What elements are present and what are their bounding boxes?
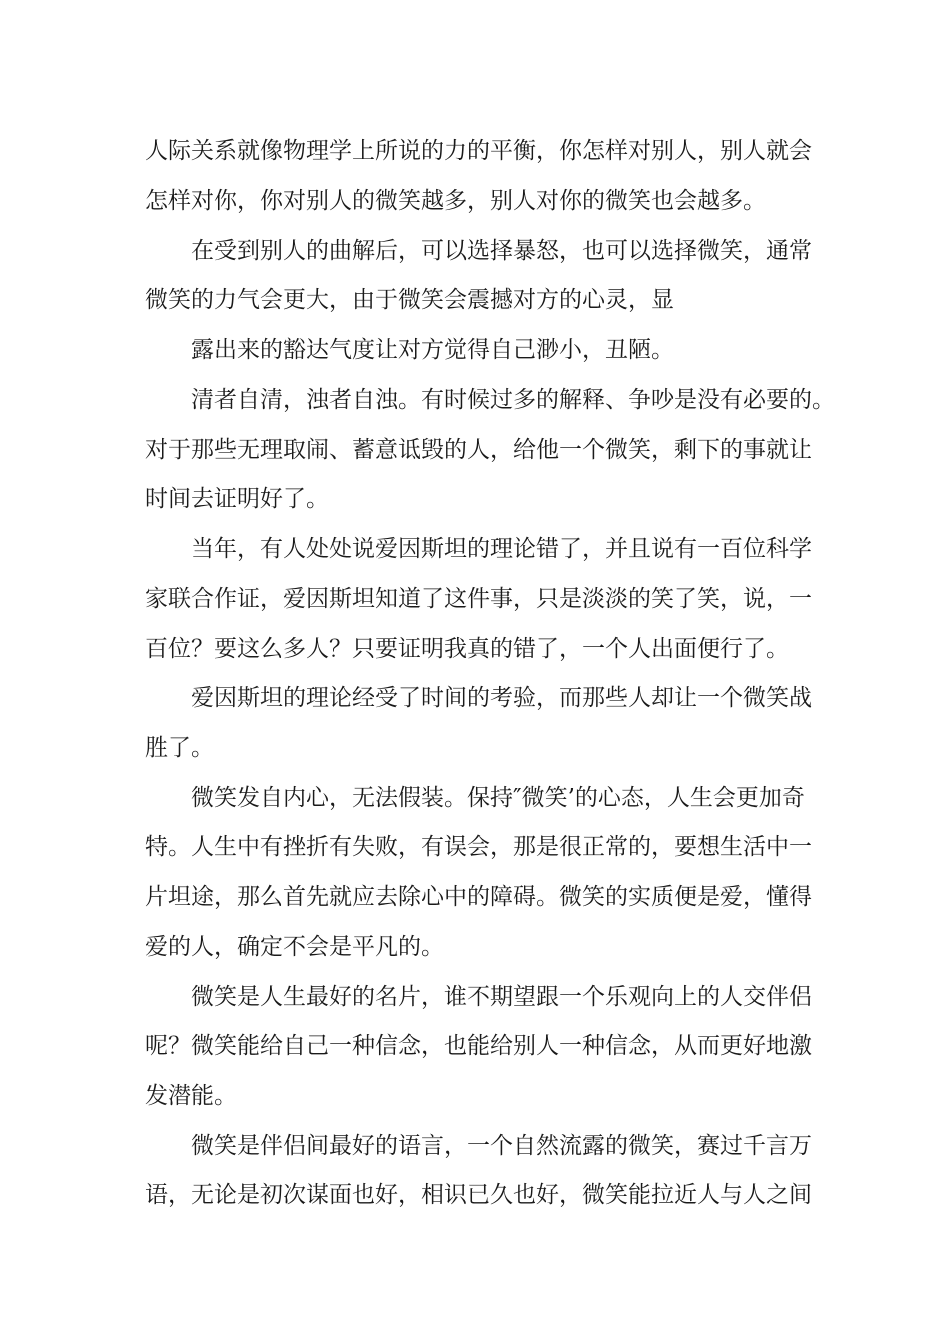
text-line: 发潜能。 (145, 1083, 237, 1109)
text-line: 爱因斯坦的理论经受了时间的考验，而那些人却让一个微笑战 (191, 685, 812, 711)
text-line: 语，无论是初次谋面也好，相识已久也好，微笑能拉近人与人之间 (145, 1182, 812, 1208)
text-line: 露出来的豁达气度让对方觉得自己渺小，丑陋。 (191, 337, 674, 363)
text-line: 微笑发自内心，无法假装。保持″微笑’的心态，人生会更加奇 (191, 785, 805, 811)
text-line: 对于那些无理取闹、蓄意诋毁的人，给他一个微笑，剩下的事就让 (145, 437, 812, 463)
text-line: 微笑是人生最好的名片，谁不期望跟一个乐观向上的人交伴侣 (191, 984, 812, 1010)
text-line: 爱的人，确定不会是平凡的。 (145, 934, 444, 960)
text-line: 胜了。 (145, 735, 214, 761)
text-line: 呢？微笑能给自己一种信念，也能给别人一种信念，从而更好地激 (145, 1033, 812, 1059)
text-line: 特。人生中有挫折有失败，有误会，那是很正常的，要想生活中一 (145, 834, 812, 860)
text-line: 清者自清，浊者自浊。有时候过多的解释、争吵是没有必要的。 (191, 387, 835, 413)
text-line: 微笑的力气会更大，由于微笑会震撼对方的心灵，显 (145, 287, 674, 313)
text-line: 微笑是伴侣间最好的语言，一个自然流露的微笑，赛过千言万 (191, 1133, 812, 1159)
text-line: 在受到别人的曲解后，可以选择暴怒，也可以选择微笑，通常 (191, 238, 812, 264)
text-line: 家联合作证，爱因斯坦知道了这件事，只是淡淡的笑了笑，说，一 (145, 586, 812, 612)
text-line: 片坦途，那么首先就应去除心中的障碍。微笑的实质便是爱，懂得 (145, 884, 812, 910)
text-line: 时间去证明好了。 (145, 486, 329, 512)
text-line: 人际关系就像物理学上所说的力的平衡，你怎样对别人，别人就会 (145, 138, 812, 164)
text-line: 当年，有人处处说爱因斯坦的理论错了，并且说有一百位科学 (191, 536, 812, 562)
text-line: 百位？要这么多人？只要证明我真的错了，一个人出面便行了。 (145, 636, 789, 662)
text-line: 怎样对你，你对别人的微笑越多，别人对你的微笑也会越多。 (145, 188, 766, 214)
